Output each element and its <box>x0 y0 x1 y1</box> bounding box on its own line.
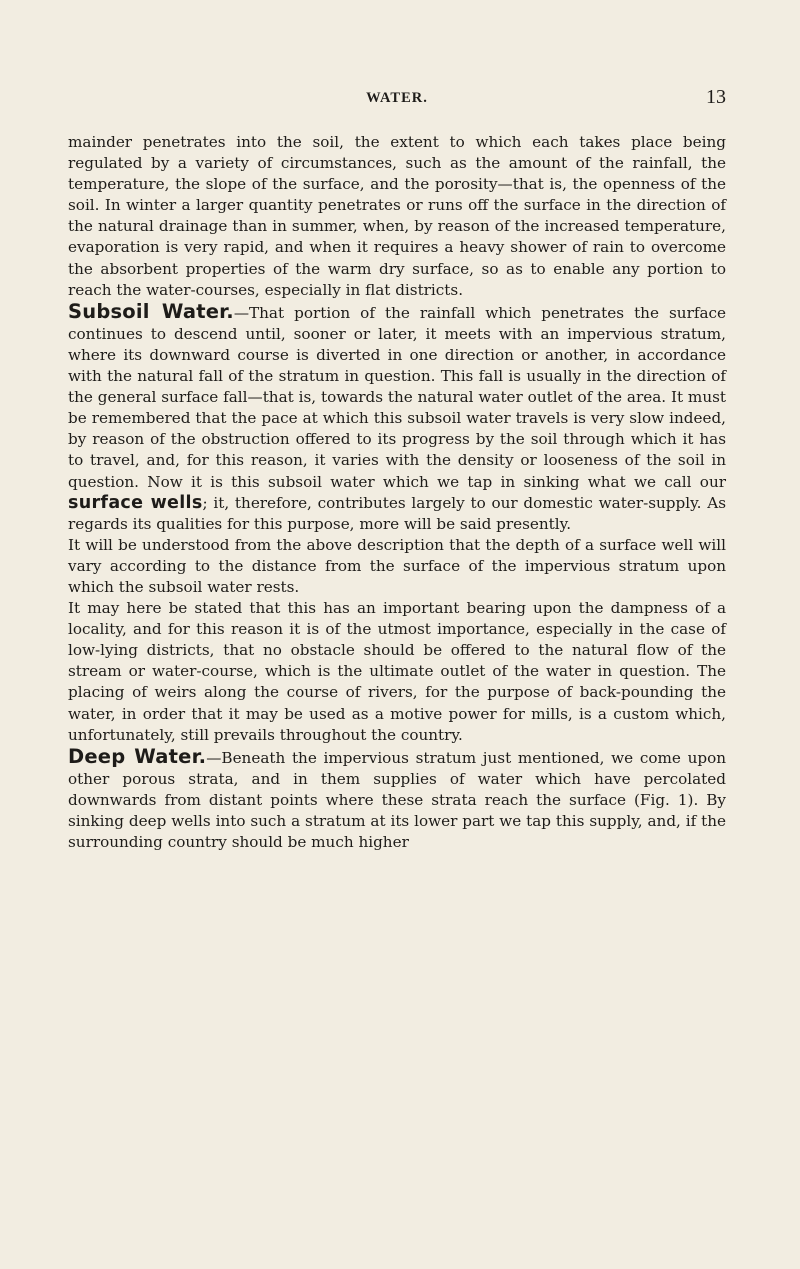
page-header <box>68 88 726 112</box>
emphasis-surface-wells: surface wells <box>68 492 203 513</box>
paragraph-dampness <box>68 598 726 746</box>
section-heading-subsoil-water: Subsoil Water. <box>68 299 234 323</box>
paragraph-text: ; it, therefore, contributes largely to our domestic water-supply. As regards its qualities for this purpose, more will be said presently. <box>68 493 726 533</box>
paragraph-well-depth <box>68 535 726 598</box>
paragraph-text: —Beneath the impervious stratum just mentioned, we come upon other porous strata, and in them supplies of water which have percolated downwards from distant points where these strata reach the surface (Fig. 1). By sinking deep wells into such a stratum at its lower part we tap this supply, and, if the surrounding country should be much higher <box>68 748 726 852</box>
paragraph-text: mainder penetrates into the soil, the extent to which each takes place being regulated by a variety of circumstances, such as the amount of the rainfall, the temperature, the slope of the surface, and the porosity—that is, the openness of the soil. In winter a larger quantity penetrates or runs off the surface in the direction of the natural drainage than in summer, when, by reason of the increased temperature, evaporation is very rapid, and when it requires a heavy shower of rain to overcome the absorbent properties of the warm dry surface, so as to enable any portion to reach the water-courses, especially in flat districts. <box>68 133 726 299</box>
page-number: 13 <box>706 86 726 108</box>
paragraph-subsoil-water <box>68 301 726 535</box>
paragraph-continuation <box>68 132 726 301</box>
paragraph-deep-water <box>68 746 726 853</box>
section-heading-deep-water: Deep Water. <box>68 744 207 768</box>
paragraph-text: It may here be stated that this has an important bearing upon the dampness of a locality, and for this reason it is of the utmost importance, especially in the case of low-lying districts, that no obstacle should be offered to the natural flow of the stream or water-course, which is the ultimate outlet of the water in question. The placing of weirs along the course of rivers, for the purpose of back-pounding the water, in order that it may be used as a motive power for mills, is a custom which, unfortunately, still prevails throughout the country. <box>68 599 726 744</box>
paragraph-text: It will be understood from the above description that the depth of a surface well will vary according to the distance from the surface of the impervious stratum upon which the subsoil water rests. <box>68 535 726 596</box>
body-text <box>68 132 726 853</box>
running-title: WATER. <box>366 90 428 106</box>
paragraph-text: —That portion of the rainfall which penetrates the surface continues to descend until, sooner or later, it meets with an impervious stratum, where its downward course is diverted in one direction or another, in accordance with the natural fall of the stratum in question. This fall is usually in the direction of the general surface fall—that is, towards the natural water outlet of the area. It must be remembered that the pace at which this subsoil water travels is very slow indeed, by reason of the obstruction offered to its progress by the soil through which it has to travel, and, for this reason, it varies with the density or looseness of the soil in question. Now it is this subsoil water which we tap in sinking what we call our <box>68 303 726 491</box>
